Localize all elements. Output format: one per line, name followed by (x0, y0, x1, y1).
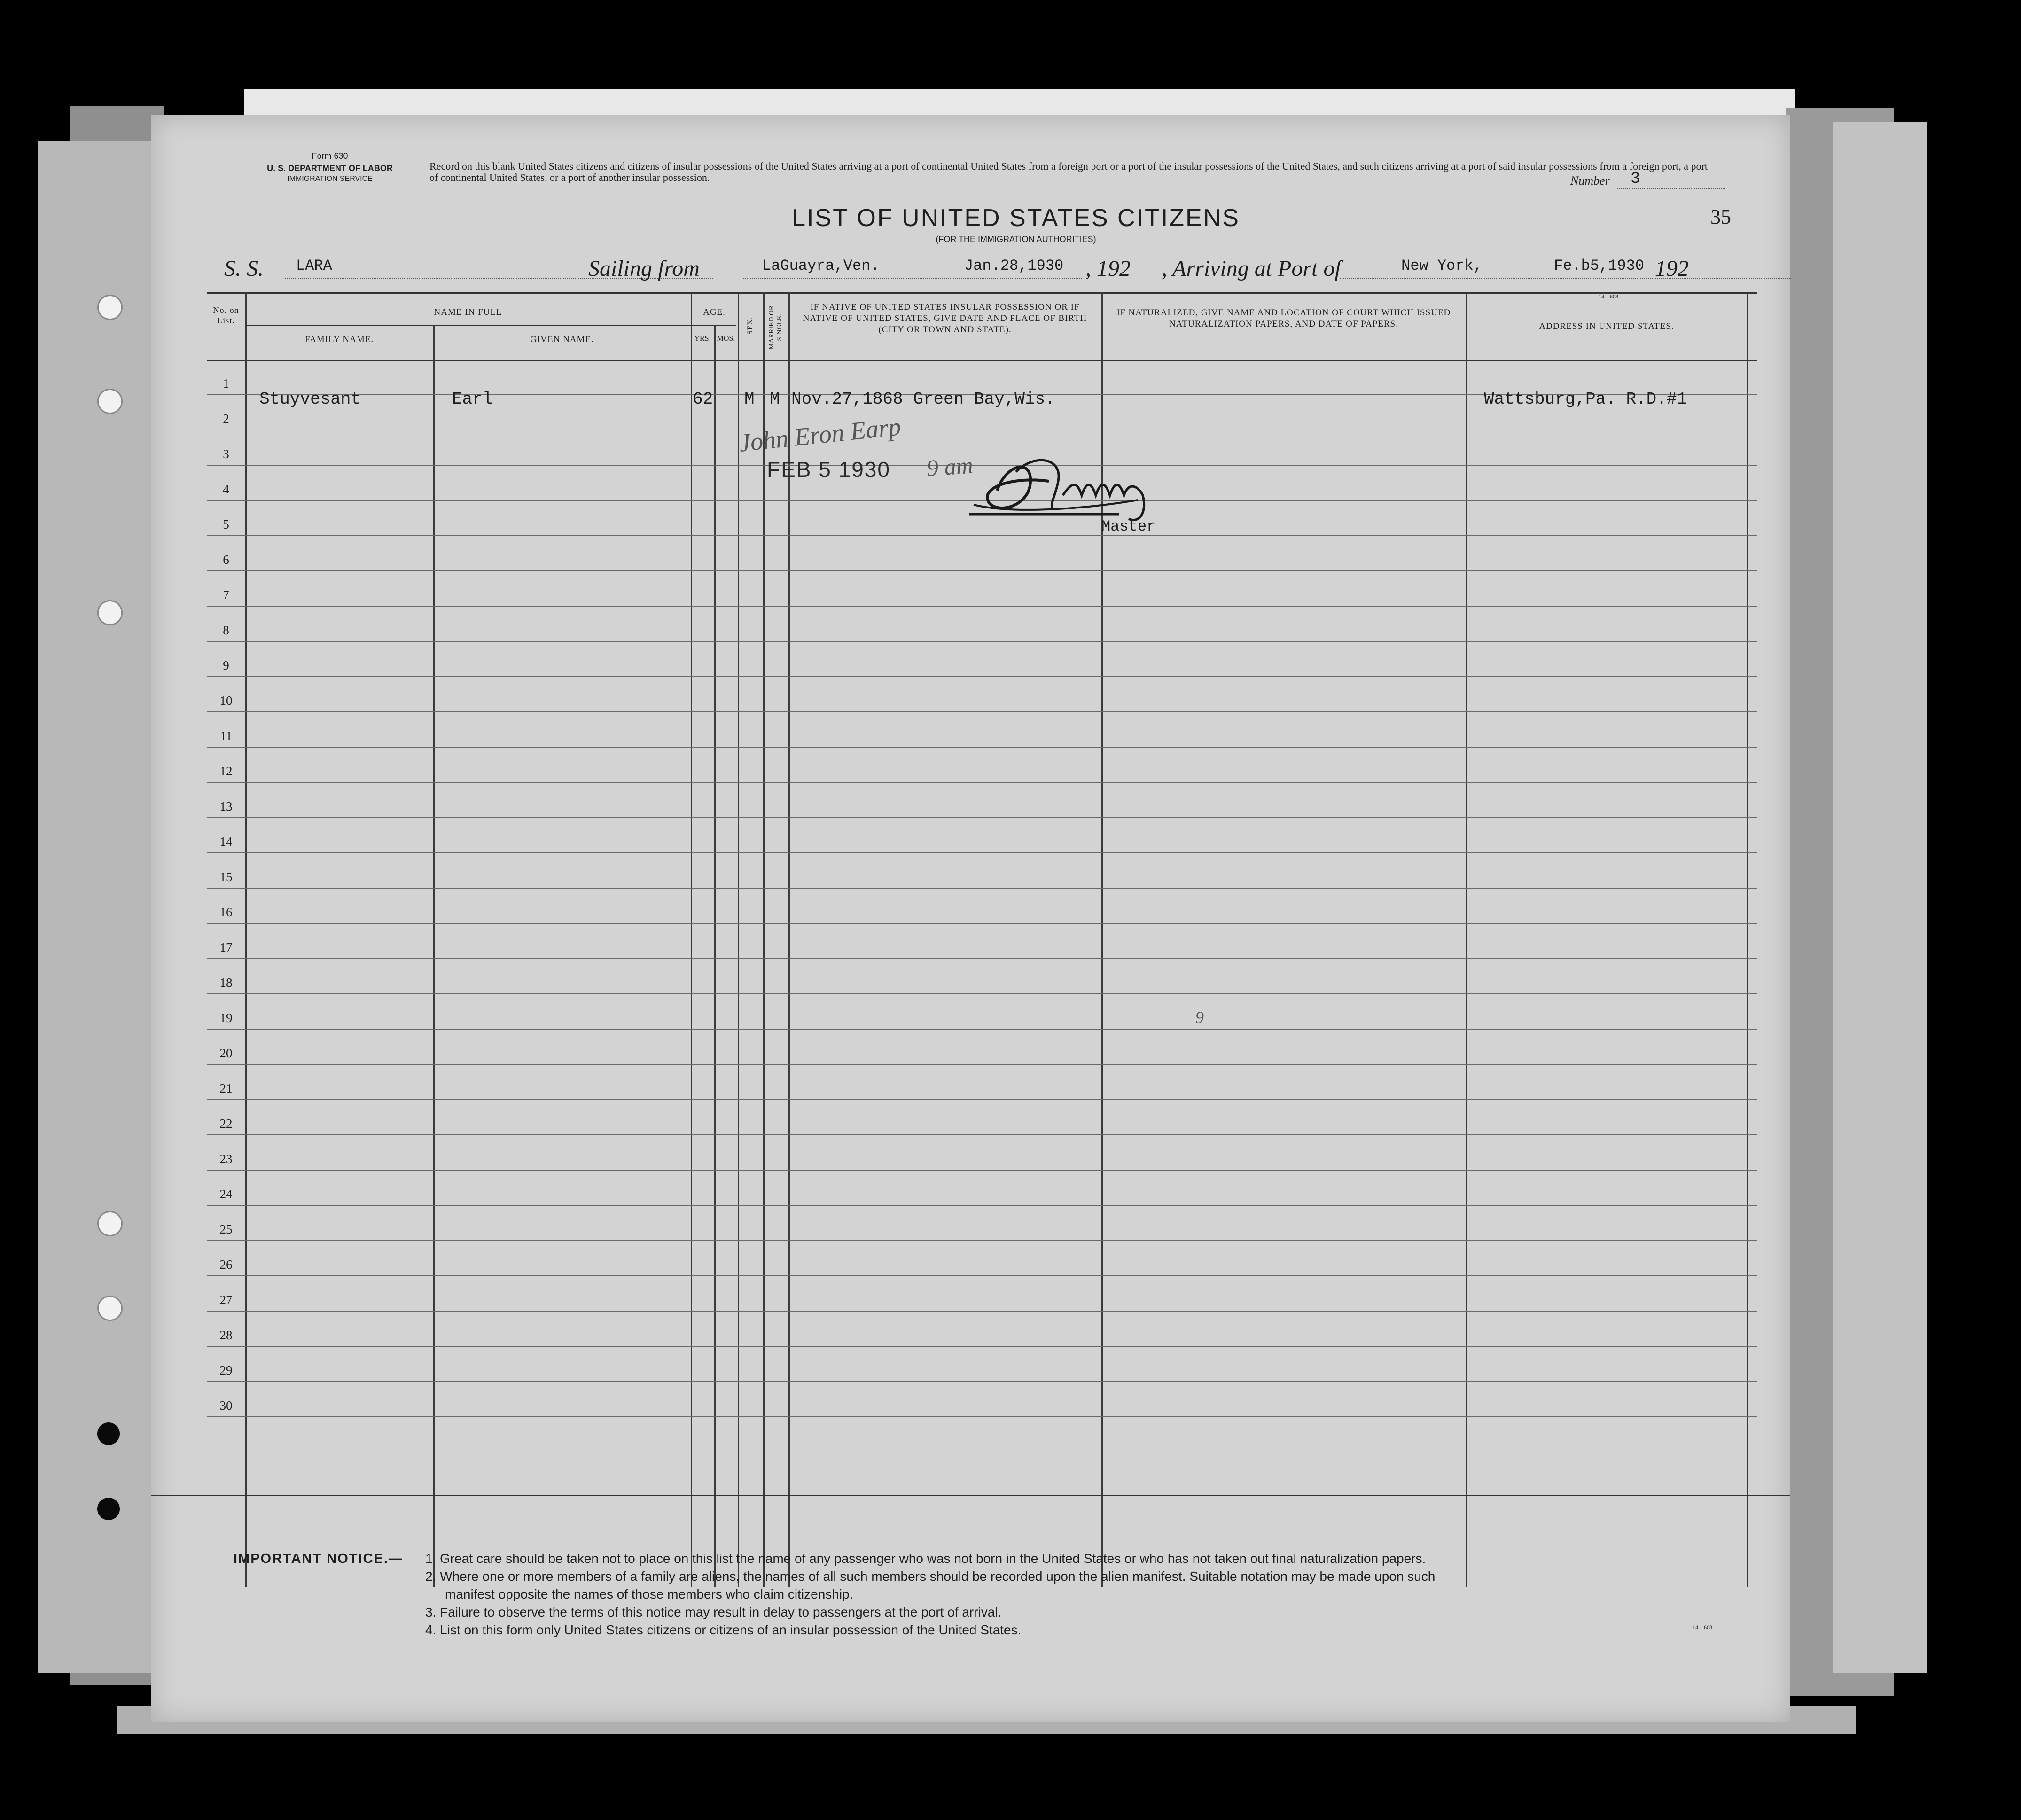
notice-item-3: 3. Failure to observe the terms of this notice may result in delay to passengers at the port of arrival. (425, 1605, 1002, 1619)
punch-hole (97, 1422, 120, 1445)
row-number: 19 (219, 1011, 233, 1025)
col-line (714, 325, 716, 1587)
punch-hole (97, 1296, 123, 1321)
col-header-native: IF NATIVE OF UNITED STATES INSULAR POSSESSION OR IF NATIVE OF UNITED STATES, GIVE DATE AND PLACE OF BIRTH (CITY OR TOWN AND STATE). (803, 302, 1087, 335)
col-header-naturalized: IF NATURALIZED, GIVE NAME AND LOCATION OF COURT WHICH ISSUED NATURALIZATION PAPERS, AND DATE OF PAPERS. (1116, 308, 1451, 329)
ss-label: S. S. (224, 256, 264, 281)
row-number: 10 (219, 694, 233, 708)
row-number: 24 (219, 1187, 233, 1201)
arrival-stamp: FEB 5 1930 (767, 457, 890, 482)
col-header-address: ADDRESS IN UNITED STATES. (1539, 321, 1674, 331)
row-number: 13 (219, 799, 233, 813)
row-number: 27 (219, 1293, 233, 1307)
col-header-yrs: YRS. (694, 335, 711, 343)
row-1-address: Wattsburg,Pa. R.D.#1 (1484, 390, 1687, 409)
row-number: 21 (219, 1081, 233, 1095)
row-rule (207, 852, 1757, 853)
row-rule (207, 606, 1757, 607)
row-number: 26 (219, 1258, 233, 1272)
row-number: 11 (220, 729, 232, 743)
arriving-label: , Arriving at Port of (1162, 256, 1341, 281)
row-rule (207, 1064, 1757, 1065)
row-number: 12 (219, 764, 233, 778)
row-number: 25 (219, 1222, 233, 1236)
row-rule (207, 1134, 1757, 1135)
table-header-bottom (207, 360, 1757, 361)
row-rule (207, 711, 1757, 712)
form-number: Form 630 (312, 151, 348, 161)
paper-stack-right-inner (1833, 122, 1927, 1673)
sailing-label: Sailing from (588, 256, 700, 281)
row-number: 23 (219, 1152, 233, 1166)
row-rule (207, 1170, 1757, 1171)
row-number: 8 (223, 623, 229, 637)
row-number: 17 (219, 940, 233, 954)
name-subheader-line (245, 325, 691, 326)
handwritten-inspector: John Eron Earp (737, 412, 903, 457)
row-1-age-yrs: 62 (693, 390, 713, 409)
row-rule (207, 641, 1757, 642)
arrival-underline (1340, 278, 1791, 279)
row-rule (207, 1275, 1757, 1276)
col-line (1747, 292, 1748, 1587)
year-suffix-1: , 192 (1085, 256, 1131, 281)
row-number: 3 (223, 447, 229, 461)
col-header-name-in-full: NAME IN FULL (434, 307, 502, 317)
row-number: 28 (219, 1328, 233, 1342)
notice-item-2: 2. Where one or more members of a family are aliens, the names of all such members should be recorded upon the alien manifest. Suitable notation may be made upon such (425, 1569, 1436, 1584)
row-number: 6 (223, 553, 229, 567)
page-title: LIST OF UNITED STATES CITIZENS (792, 204, 1240, 232)
sailing-underline (743, 278, 1082, 279)
col-line (691, 292, 692, 1587)
row-rule (207, 993, 1757, 994)
punch-hole (97, 600, 123, 625)
row-rule (207, 747, 1757, 748)
col-header-age: AGE. (703, 307, 726, 317)
row-rule (207, 958, 1757, 959)
notice-item-2-cont: manifest opposite the names of those members who claim citizenship. (445, 1587, 853, 1601)
row-1-birth: Nov.27,1868 Green Bay,Wis. (791, 390, 1055, 409)
punch-hole (97, 389, 123, 414)
row-number: 22 (219, 1117, 233, 1131)
department-name: U. S. DEPARTMENT OF LABOR (267, 164, 393, 173)
row-rule (207, 782, 1757, 783)
row-1-married: M (770, 390, 780, 409)
col-header-given-name: GIVEN NAME. (530, 335, 594, 344)
row-rule (207, 888, 1757, 889)
row-rule (207, 1240, 1757, 1241)
col-line (738, 292, 739, 1587)
master-signature (941, 444, 1270, 528)
number-underline (1617, 188, 1725, 189)
arrival-port: New York, (1401, 257, 1483, 274)
row-1-family-name: Stuyvesant (259, 390, 361, 409)
handwritten-time: 9 am (926, 452, 974, 482)
row-rule (207, 535, 1757, 536)
row-1-given-name: Earl (452, 390, 493, 409)
row-rule (207, 1381, 1757, 1382)
row-rule (207, 817, 1757, 818)
manifest-sheet (151, 115, 1790, 1722)
row-number: 14 (219, 835, 233, 849)
row-number: 7 (223, 588, 229, 602)
row-rule (207, 1029, 1757, 1030)
col-line (1466, 292, 1467, 1587)
table-bottom-border (151, 1495, 1790, 1496)
col-header-family-name: FAMILY NAME. (304, 335, 374, 344)
sailing-from: LaGuayra,Ven. (762, 257, 880, 274)
notice-heading: IMPORTANT NOTICE.— (234, 1551, 403, 1566)
sailing-date: Jan.28,1930 (964, 257, 1064, 274)
row-number: 1 (223, 376, 229, 391)
number-value: 3 (1631, 170, 1640, 188)
notice-item-4: 4. List on this form only United States citizens or citizens of an insular possession of the United States. (425, 1623, 1022, 1637)
row-rule (207, 1311, 1757, 1312)
master-label: Master (1101, 518, 1156, 535)
row-number: 5 (223, 517, 229, 531)
row-rule (207, 676, 1757, 677)
page-number: 35 (1710, 205, 1731, 228)
col-header-mos: MOS. (717, 335, 735, 343)
row-number: 15 (219, 870, 233, 884)
row-number: 18 (219, 976, 233, 990)
form-instruction: Record on this blank United States citizens and citizens of insular possessions of the United States arriving at a port of continental United States from a foreign port or a port of the insular possessions of the United States, and such citizens arriving at a port of said insular possessions from a foreign port, a port of continental United States, or a port of another insular possession. (429, 160, 1708, 183)
row-number: 29 (219, 1363, 233, 1377)
row-number: 2 (223, 412, 229, 426)
punch-hole (97, 295, 123, 320)
printer-code: 14—608 (1599, 293, 1618, 300)
table-top-border (207, 292, 1757, 294)
number-label: Number (1570, 174, 1610, 187)
paper-stack-left-inner (38, 141, 155, 1673)
row-number: 4 (223, 482, 229, 496)
row-rule (207, 1416, 1757, 1417)
row-rule (207, 570, 1757, 571)
row-number: 16 (219, 905, 233, 919)
col-line (763, 292, 765, 1587)
row-rule (207, 1346, 1757, 1347)
year-suffix-2: 192 (1655, 256, 1689, 281)
col-line (788, 292, 790, 1587)
ship-name: LARA (296, 257, 332, 274)
row-rule (207, 923, 1757, 924)
col-header-married: MARRIED OR SINGLE. (768, 305, 783, 350)
punch-hole (97, 1498, 120, 1520)
service-name: IMMIGRATION SERVICE (287, 175, 373, 183)
row-rule (207, 1099, 1757, 1100)
row-1-sex: M (744, 390, 755, 409)
col-line (433, 325, 435, 1587)
row-number: 30 (219, 1398, 233, 1413)
notice-item-1: 1. Great care should be taken not to place on this list the name of any passenger who was not born in the United States or who has not taken out final naturalization papers. (425, 1551, 1426, 1566)
footer-code: 14—608 (1693, 1624, 1712, 1631)
row-rule (207, 1205, 1757, 1206)
stray-mark: 9 (1195, 1008, 1204, 1027)
row-number: 20 (219, 1046, 233, 1060)
col-header-no: No. on List. (213, 305, 239, 325)
punch-hole (97, 1211, 123, 1236)
col-header-sex: SEX. (746, 316, 754, 335)
page-subtitle: (FOR THE IMMIGRATION AUTHORITIES) (936, 234, 1096, 244)
arrival-date: Fe.b5,1930 (1554, 257, 1645, 274)
row-number: 9 (223, 658, 229, 672)
